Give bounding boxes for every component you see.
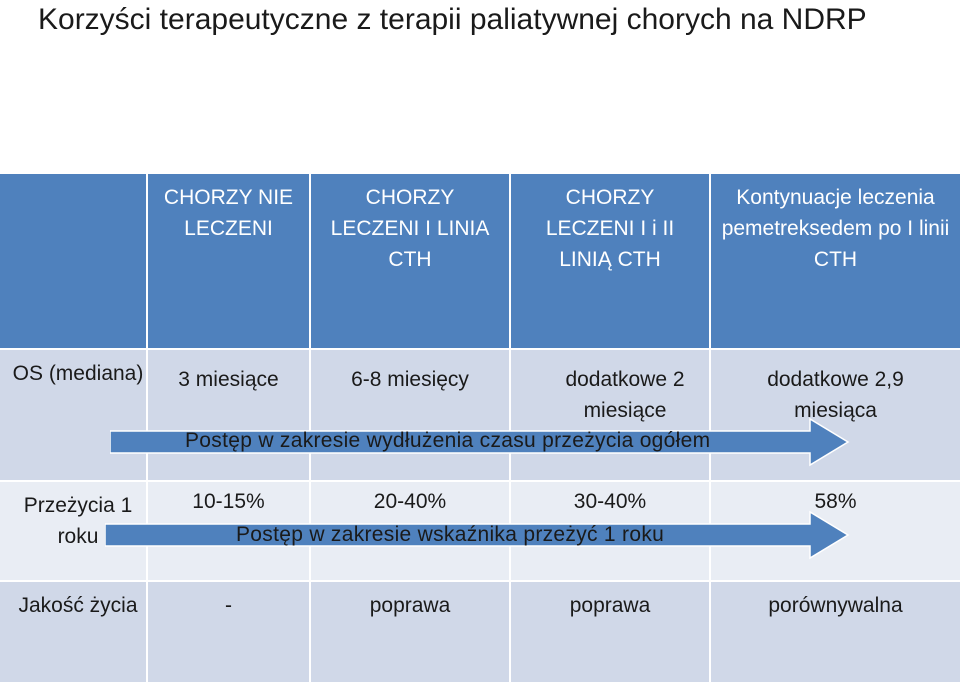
cell-year-pemetrexed: 58% <box>710 481 960 581</box>
row-label-one-year: Przeżycia 1 roku <box>0 481 147 581</box>
arrow-os-label: Postęp w zakresie wydłużenia czasu przeżycia ogółem <box>185 429 711 452</box>
cell-quality-pemetrexed: porównywalna <box>710 581 960 683</box>
cell-os-pemetrexed: dodatkowe 2,9 miesiąca <box>710 349 960 481</box>
cell-quality-untreated: - <box>147 581 310 683</box>
arrow-one-year-label: Postęp w zakresie wskaźnika przeżyć 1 roku <box>236 523 665 546</box>
cell-quality-second-line: poprawa <box>510 581 710 683</box>
cell-year-second-line: 30-40% <box>510 481 710 581</box>
header-first-line: CHORZY LECZENI I LINIA CTH <box>310 174 510 349</box>
cell-quality-first-line: poprawa <box>310 581 510 683</box>
table-row <box>0 581 960 683</box>
row-label-quality: Jakość życia <box>0 581 147 683</box>
cell-year-first-line: 20-40% <box>310 481 510 581</box>
cell-os-first-line: 6-8 miesięcy <box>310 349 510 481</box>
header-corner <box>0 174 147 349</box>
table-header-row <box>0 174 960 349</box>
cell-os-untreated: 3 miesiące <box>147 349 310 481</box>
cell-year-untreated: 10-15% <box>147 481 310 581</box>
header-pemetrexed: Kontynuacje leczenia pemetreksedem po I linii CTH <box>710 174 960 349</box>
row-label-os: OS (mediana) <box>0 349 147 481</box>
page-title: Korzyści terapeutyczne z terapii paliatywnej chorych na NDRP <box>38 3 867 36</box>
header-first-second-line: CHORZY LECZENI I i II LINIĄ CTH <box>510 174 710 349</box>
header-untreated: CHORZY NIE LECZENI <box>147 174 310 349</box>
cell-os-second-line: dodatkowe 2 miesiące <box>510 349 710 481</box>
